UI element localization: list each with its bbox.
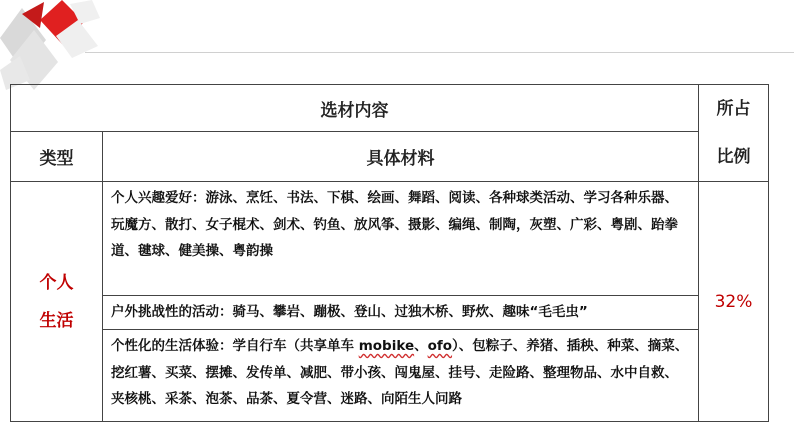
corner-decoration	[0, 0, 110, 90]
column-header-material: 具体材料	[103, 132, 699, 182]
material-row-life-experience	[103, 330, 698, 422]
category-line1: 个人	[39, 272, 74, 293]
percentage-cell: 32%	[699, 182, 769, 422]
header-divider-line	[85, 52, 794, 53]
material-cell	[103, 182, 699, 422]
column-header-type: 类型	[11, 132, 103, 182]
brand-separator: 、	[414, 338, 428, 354]
life-text-before: 个性化的生活体验：学自行车（共享单车	[111, 338, 359, 354]
header-content: 选材内容	[11, 85, 699, 132]
life-text-after: ）、包粽子、养猪、插秧、种菜、摘菜、挖红薯、买菜、摆摊、发传单、减肥、带小孩、闯鬼屋、挂号、走险路、整理物品、水中自救、夹核桃、采茶、泡茶、品茶、夏令营、迷路、向陌生人问路	[111, 338, 689, 407]
material-row-hobbies: 个人兴趣爱好：游泳、烹饪、书法、下棋、绘画、舞蹈、阅读、各种球类活动、学习各种乐器、玩魔方、散打、女子棍术、剑术、钓鱼、放风筝、摄影、编绳、制陶，灰塑、广彩、粤剧、跆拳道、毽球、健美操、粤韵操	[103, 182, 698, 296]
header-ratio-line1: 所占	[716, 99, 751, 119]
header-ratio	[699, 85, 769, 182]
category-cell	[11, 182, 103, 422]
header-ratio-line2: 比例	[716, 147, 751, 167]
material-table	[10, 84, 769, 422]
material-row-outdoor: 户外挑战性的活动：骑马、攀岩、蹦极、登山、过独木桥、野炊、趣味“毛毛虫”	[103, 296, 698, 330]
material-subtable	[103, 182, 698, 421]
category-line2: 生活	[39, 310, 74, 331]
brand-mobike: mobike	[358, 338, 415, 354]
brand-ofo: ofo	[427, 338, 453, 354]
